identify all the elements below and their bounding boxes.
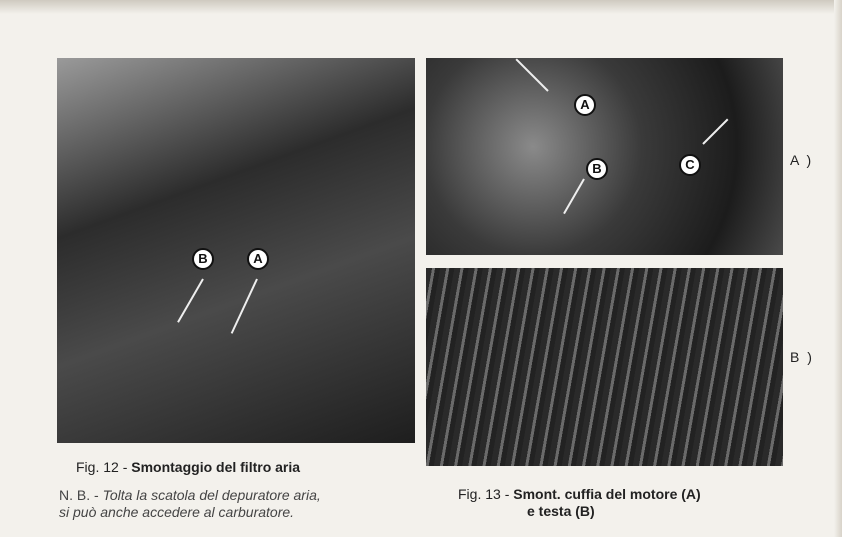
fig12-photo <box>57 58 415 443</box>
note-line1: Tolta la scatola del depuratore aria, <box>102 487 321 503</box>
fig12-callout-a: A <box>247 248 269 270</box>
fig13-caption-title-line1: Smont. cuffia del motore (A) <box>513 486 701 502</box>
page-right-edge <box>834 0 842 537</box>
fig13-panel-b-label: B ) <box>790 349 814 365</box>
fig13-panel-a-label: A ) <box>790 152 814 168</box>
fig13-leader-b <box>563 179 585 215</box>
note-line2: si può anche accedere al carburatore. <box>59 504 295 520</box>
fig13-callout-a: A <box>574 94 596 116</box>
fig12-leader-b <box>177 279 204 323</box>
note-line1-row <box>59 487 321 504</box>
fig13-callout-b: B <box>586 158 608 180</box>
fig12-note <box>59 487 321 521</box>
fig13-caption-line2 <box>527 503 595 519</box>
note-prefix: N. B. - <box>59 487 99 503</box>
fig13-leader-c <box>702 119 728 145</box>
fig13-caption-title-line2: e testa (B) <box>527 503 595 519</box>
fig13-photo-b <box>426 268 783 466</box>
note-line2-row <box>59 504 321 521</box>
fig12-caption-label: Fig. 12 - <box>76 459 128 475</box>
fig12-caption <box>76 459 300 475</box>
fig13-callout-c: C <box>679 154 701 176</box>
fig13-caption-label: Fig. 13 - <box>458 486 510 502</box>
fig12-caption-title: Smontaggio del filtro aria <box>131 459 301 475</box>
fig12-leader-a <box>231 279 258 334</box>
page-top-edge <box>0 0 842 14</box>
fig13-caption <box>458 486 701 502</box>
fig12-callout-b: B <box>192 248 214 270</box>
fig13-photo-a <box>426 58 783 255</box>
fig13-leader-a <box>515 58 548 91</box>
